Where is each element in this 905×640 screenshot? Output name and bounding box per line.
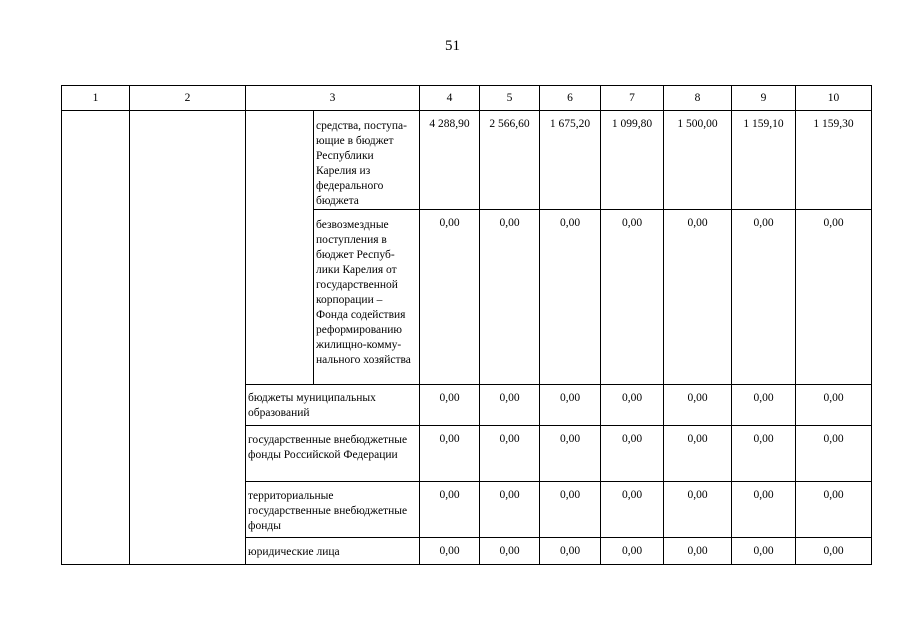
value-cell: 0,00 — [480, 538, 540, 565]
value-cell: 0,00 — [420, 482, 480, 538]
header-cell: 2 — [130, 86, 246, 111]
row-label: бюджеты муниципальных образований — [246, 385, 420, 426]
budget-table — [61, 85, 872, 565]
value-cell: 0,00 — [480, 426, 540, 482]
value-cell: 0,00 — [732, 538, 796, 565]
value-cell: 0,00 — [540, 538, 601, 565]
value-cell: 0,00 — [796, 538, 872, 565]
value-cell: 0,00 — [601, 538, 664, 565]
value-cell: 0,00 — [732, 385, 796, 426]
row-label: юридические лица — [246, 538, 420, 565]
value-cell: 0,00 — [664, 538, 732, 565]
value-cell: 0,00 — [420, 210, 480, 385]
value-cell: 0,00 — [420, 385, 480, 426]
header-cell: 5 — [480, 86, 540, 111]
header-cell: 6 — [540, 86, 601, 111]
row-label: государственные внебюджетные фонды Российской Федерации — [246, 426, 420, 482]
col1-cell — [62, 111, 130, 565]
value-cell: 1 675,20 — [540, 111, 601, 210]
value-cell: 4 288,90 — [420, 111, 480, 210]
value-cell: 0,00 — [664, 482, 732, 538]
table-row — [62, 111, 872, 210]
value-cell: 0,00 — [420, 538, 480, 565]
header-cell: 10 — [796, 86, 872, 111]
header-cell: 8 — [664, 86, 732, 111]
value-cell: 0,00 — [664, 426, 732, 482]
header-cell: 3 — [246, 86, 420, 111]
header-cell: 1 — [62, 86, 130, 111]
value-cell: 0,00 — [420, 426, 480, 482]
value-cell: 0,00 — [732, 426, 796, 482]
value-cell: 0,00 — [480, 385, 540, 426]
value-cell: 0,00 — [796, 210, 872, 385]
row-label: средства, поступа-ющие в бюджет Республики Карелия из федерального бюджета — [314, 111, 420, 210]
value-cell: 0,00 — [732, 482, 796, 538]
header-cell: 4 — [420, 86, 480, 111]
value-cell: 1 159,30 — [796, 111, 872, 210]
value-cell: 0,00 — [601, 426, 664, 482]
value-cell: 1 500,00 — [664, 111, 732, 210]
value-cell: 0,00 — [664, 210, 732, 385]
value-cell: 0,00 — [796, 482, 872, 538]
value-cell: 0,00 — [796, 426, 872, 482]
table-header-row — [62, 86, 872, 111]
value-cell: 0,00 — [732, 210, 796, 385]
value-cell: 0,00 — [480, 210, 540, 385]
value-cell: 0,00 — [664, 385, 732, 426]
value-cell: 2 566,60 — [480, 111, 540, 210]
row-label: территориальные государственные внебюджетные фонды — [246, 482, 420, 538]
value-cell: 1 159,10 — [732, 111, 796, 210]
value-cell: 0,00 — [480, 482, 540, 538]
col2-cell — [130, 111, 246, 565]
col3-indent-cell — [246, 111, 314, 385]
value-cell: 0,00 — [540, 426, 601, 482]
value-cell: 0,00 — [601, 385, 664, 426]
row-label: безвозмездные поступления в бюджет Респуб-лики Карелия от государственной корпорации – Фонда содействия реформированию жилищно-комму-нального хозяйства — [314, 210, 420, 385]
value-cell: 1 099,80 — [601, 111, 664, 210]
value-cell: 0,00 — [540, 210, 601, 385]
value-cell: 0,00 — [796, 385, 872, 426]
value-cell: 0,00 — [601, 482, 664, 538]
header-cell: 9 — [732, 86, 796, 111]
value-cell: 0,00 — [540, 385, 601, 426]
value-cell: 0,00 — [601, 210, 664, 385]
header-cell: 7 — [601, 86, 664, 111]
page-number: 51 — [445, 38, 460, 54]
value-cell: 0,00 — [540, 482, 601, 538]
